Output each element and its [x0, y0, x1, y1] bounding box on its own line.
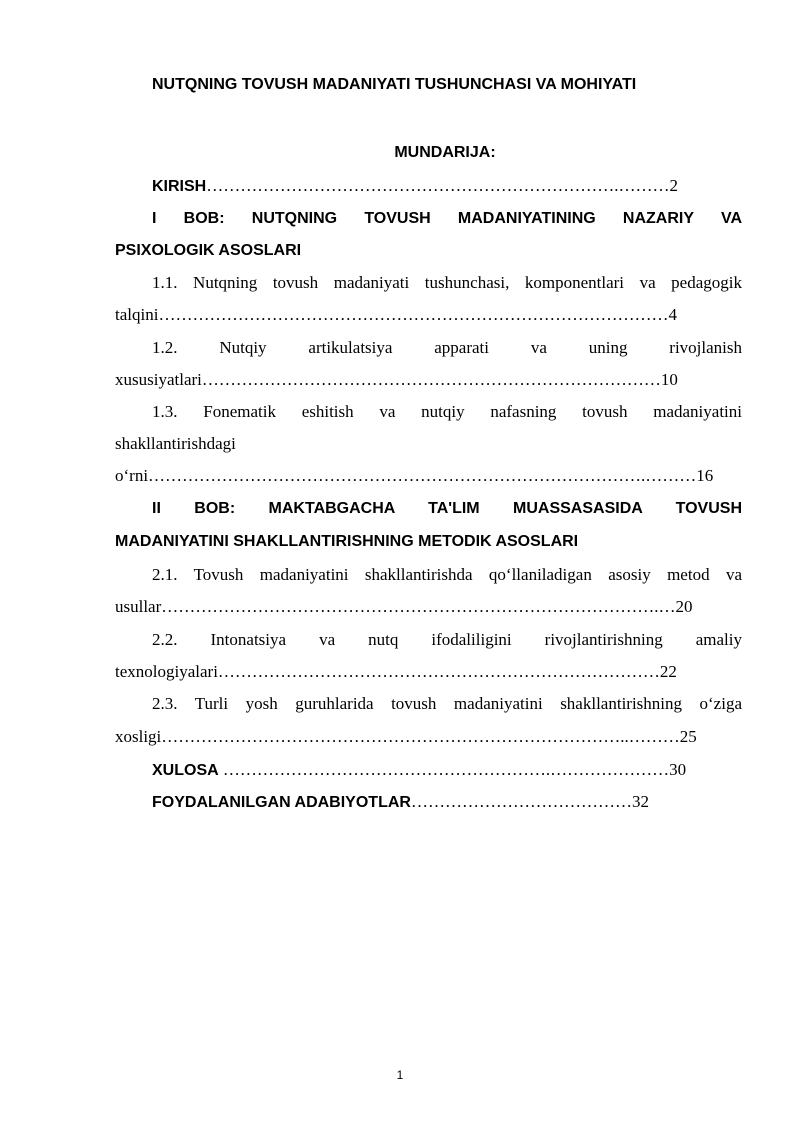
toc-entry-label: XULOSA — [152, 762, 219, 779]
toc-entry-label: KIRISH — [152, 178, 207, 195]
toc-section-1-3-line2: shakllantirishdagi — [115, 434, 236, 453]
toc-section-2-2-line1: 2.2. Intonatsiya va nutq ifodaliligini rivojlantirishning amaliy — [152, 630, 742, 649]
toc-section-1-1-line2: talqini………………………………………………………………………………4 — [115, 305, 677, 324]
toc-entry-leader: ………………………………………………….…………………30 — [218, 760, 687, 779]
toc-section-2-1-line1: 2.1. Tovush madaniyatini shakllantirishda qo‘llaniladigan asosiy metod va — [152, 565, 742, 584]
toc-section-2-3-line1: 2.3. Turli yosh guruhlarida tovush madaniyatini shakllantirishning o‘ziga — [152, 694, 742, 713]
toc-chapter-1-line2: PSIXOLOGIK ASOSLARI — [115, 242, 302, 259]
toc-chapter-1-line1: I BOB: NUTQNING TOVUSH MADANIYATINING NAZARIY VA — [152, 210, 742, 227]
document-title: NUTQNING TOVUSH MADANIYATI TUSHUNCHASI VA MOHIYATI — [152, 76, 637, 93]
toc-section-1-2-line1: 1.2. Nutqiy artikulatsiya apparati va uning rivojlanish — [152, 338, 742, 357]
toc-section-2-3-line2: xosligi………………………………………………………………………..………25 — [115, 727, 697, 746]
toc-entry-xulosa — [152, 760, 742, 781]
toc-section-1-3-line1: 1.3. Fonematik eshitish va nutqiy nafasning tovush madaniyatini — [152, 402, 742, 421]
toc-section-2-1-line2: usullar…………………………………………………………………………….…20 — [115, 597, 693, 616]
toc-entry-leader: …………………………………32 — [410, 792, 649, 811]
toc-heading: MUNDARIJA: — [394, 144, 496, 161]
toc-section-2-2-line2: texnologiyalari……………………………………………………………………22 — [115, 662, 677, 681]
toc-chapter-2-line2: MADANIYATINI SHAKLLANTIRISHNING METODIK ASOSLARI — [115, 533, 579, 550]
page-number: 1 — [396, 1068, 404, 1082]
toc-section-1-2-line2: xususiyatlari………………………………………………………………………10 — [115, 370, 678, 389]
toc-entry-adabiyotlar — [152, 792, 742, 813]
toc-entry-leader: ……………………………………………………………….………2 — [206, 176, 678, 195]
toc-entry-label: FOYDALANILGAN ADABIYOTLAR — [152, 794, 411, 811]
toc-section-1-1-line1: 1.1. Nutqning tovush madaniyati tushunchasi, komponentlari va pedagogik — [152, 273, 742, 292]
toc-entry-kirish — [152, 176, 742, 197]
toc-section-1-3-line3: o‘rni…………………………………………………………………………….………16 — [115, 466, 714, 485]
toc-chapter-2-line1: II BOB: MAKTABGACHA TA'LIM MUASSASASIDA TOVUSH — [152, 500, 742, 517]
